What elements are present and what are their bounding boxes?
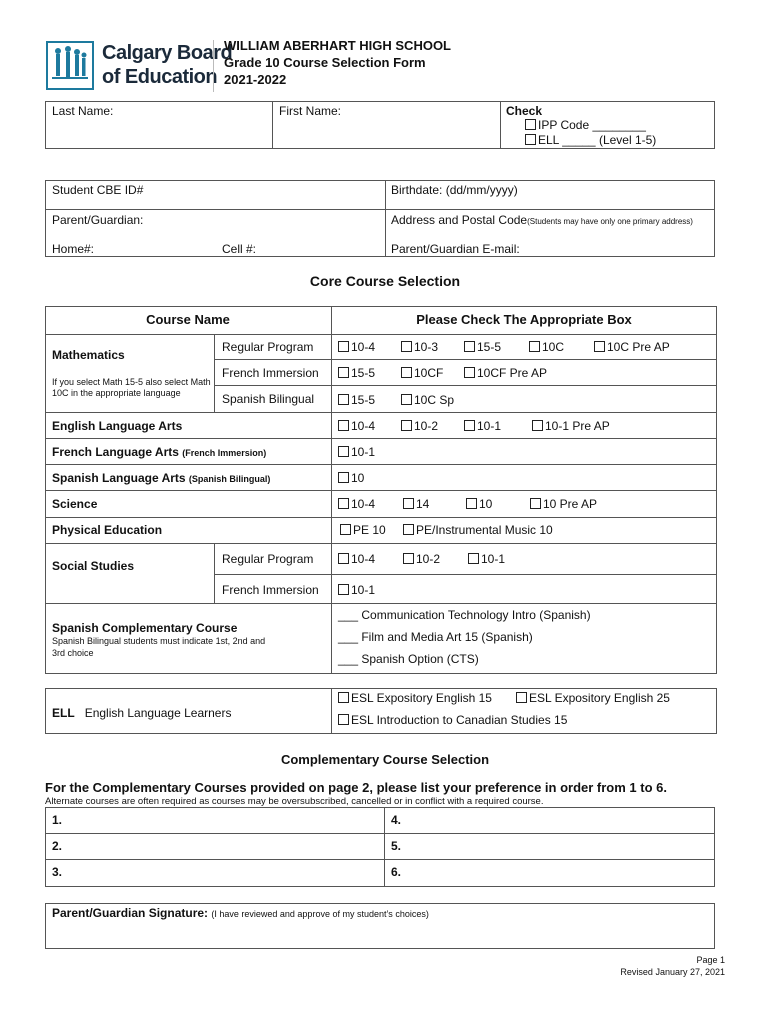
pref-slot-4[interactable]: 4. — [391, 813, 402, 827]
school-name: WILLIAM ABERHART HIGH SCHOOL — [224, 38, 451, 53]
checkbox[interactable] — [401, 367, 412, 378]
spanish-comp-note1: Spanish Bilingual students must indicate 1st, 2nd and — [52, 636, 266, 646]
ela-10-1[interactable] — [464, 419, 501, 433]
col-check-box: Please Check The Appropriate Box — [416, 312, 632, 327]
checkbox[interactable] — [401, 420, 412, 431]
checkbox[interactable] — [338, 714, 349, 725]
option-label: 10 — [479, 497, 493, 511]
option-label: 15-5 — [351, 366, 376, 380]
esl-expository-15[interactable] — [338, 691, 492, 705]
checkbox[interactable] — [338, 553, 349, 564]
parent-field[interactable]: Parent/Guardian: — [52, 213, 144, 227]
divider — [385, 180, 386, 257]
option-label: 10-1 — [351, 445, 376, 459]
option-label: 10-4 — [351, 552, 376, 566]
signature-label: Parent/Guardian Signature: — [52, 906, 209, 920]
esl-expository-25[interactable] — [516, 691, 670, 705]
checkbox[interactable] — [338, 692, 349, 703]
divider — [214, 385, 717, 386]
revised-date: Revised January 27, 2021 — [620, 967, 725, 977]
pref-slot-2[interactable]: 2. — [52, 839, 63, 853]
col-course-name: Course Name — [146, 312, 230, 327]
option-label: 10C Pre AP — [607, 340, 670, 354]
pe-instrumental-music-10[interactable] — [403, 523, 553, 537]
first-name-field[interactable]: First Name: — [279, 104, 342, 118]
divider — [45, 859, 715, 860]
science-10[interactable] — [466, 497, 492, 511]
option-label: 10C Sp — [414, 393, 455, 407]
math-spanish-15-5[interactable] — [338, 393, 375, 407]
checkbox[interactable] — [338, 472, 349, 483]
option-label: PE 10 — [353, 523, 386, 537]
pref-slot-6[interactable]: 6. — [391, 865, 402, 879]
option-label: 10 — [351, 471, 365, 485]
pref-slot-1[interactable]: 1. — [52, 813, 63, 827]
ela-10-1-pre-ap[interactable] — [532, 419, 610, 433]
math-note: If you select Math 15-5 also select Math 10C in the appropriate language — [52, 377, 211, 398]
option-label: 10CF Pre AP — [477, 366, 548, 380]
checkbox[interactable] — [338, 367, 349, 378]
birthdate-field[interactable]: Birthdate: (dd/mm/yyyy) — [391, 183, 518, 197]
math-regular-10c-pre-ap[interactable] — [594, 340, 670, 354]
option-label: 15-5 — [351, 393, 376, 407]
divider — [45, 209, 715, 210]
pref-slot-3[interactable]: 3. — [52, 865, 63, 879]
social-french-label: French Immersion — [222, 583, 319, 597]
sla-sub: (Spanish Bilingual) — [188, 474, 271, 484]
checkbox[interactable] — [338, 498, 349, 509]
divider — [384, 807, 385, 887]
divider — [45, 543, 717, 544]
address-label: Address and Postal Code — [391, 213, 528, 227]
checkbox[interactable] — [338, 341, 349, 352]
option-label: 14 — [416, 497, 430, 511]
checkbox[interactable] — [530, 498, 541, 509]
cell-phone-field[interactable]: Cell #: — [222, 242, 257, 256]
checkbox[interactable] — [516, 692, 527, 703]
math-french-15-5[interactable] — [338, 366, 375, 380]
checkbox[interactable] — [338, 394, 349, 405]
parent-email-field[interactable]: Parent/Guardian E-mail: — [391, 242, 520, 256]
comp-section-title: Complementary Course Selection — [280, 752, 490, 767]
spanish-comp-option-3[interactable]: ___ Spanish Option (CTS) — [338, 652, 479, 666]
school-year: 2021-2022 — [224, 72, 287, 87]
checkbox[interactable] — [594, 341, 605, 352]
option-label: 10-4 — [351, 497, 376, 511]
divider — [500, 101, 501, 149]
option-label: 10 Pre AP — [543, 497, 598, 511]
spanish-comp-label: Spanish Complementary Course — [52, 621, 238, 635]
checkbox[interactable] — [464, 341, 475, 352]
spanish-comp-option-2[interactable]: ___ Film and Media Art 15 (Spanish) — [338, 630, 533, 644]
ipp-label[interactable]: IPP Code ________ — [538, 118, 646, 132]
checkbox[interactable] — [403, 498, 414, 509]
sla-label: Spanish Language Arts — [52, 471, 186, 485]
option-label: 10-1 Pre AP — [545, 419, 610, 433]
math-regular-10c[interactable] — [529, 340, 564, 354]
social-regular-10-2[interactable] — [403, 552, 440, 566]
org-name-line1: Calgary Board — [102, 42, 233, 64]
math-french-10cf-pre-ap[interactable] — [464, 366, 547, 380]
option-label: 10-4 — [351, 419, 376, 433]
checkbox[interactable] — [468, 553, 479, 564]
option-label: 10-1 — [351, 583, 376, 597]
ela-10-2[interactable] — [401, 419, 438, 433]
form-title: Grade 10 Course Selection Form — [224, 55, 426, 70]
last-name-field[interactable]: Last Name: — [52, 104, 114, 118]
option-label: ESL Expository English 25 — [529, 691, 670, 705]
divider — [331, 688, 332, 734]
divider — [45, 438, 717, 439]
comp-instruction: For the Complementary Courses provided on page 2, please list your preference in order from 1 to 6. — [45, 780, 667, 795]
math-spanish-10c-sp[interactable] — [401, 393, 454, 407]
checkbox[interactable] — [401, 341, 412, 352]
divider — [214, 574, 717, 575]
math-regular-10-4[interactable] — [338, 340, 375, 354]
option-label: 15-5 — [477, 340, 502, 354]
address-note: (Students may have only one primary address) — [527, 217, 693, 226]
option-label: 10C — [542, 340, 565, 354]
science-14[interactable] — [403, 497, 429, 511]
ell-desc: English Language Learners — [84, 706, 232, 720]
divider — [45, 412, 717, 413]
divider — [214, 543, 215, 603]
science-label: Science — [52, 497, 98, 511]
fla-label: French Language Arts — [52, 445, 179, 459]
cbe-id-field[interactable]: Student CBE ID# — [52, 183, 144, 197]
comp-note: Alternate courses are often required as courses may be oversubscribed, cancelled or in conflict with a required course. — [45, 796, 544, 807]
science-10-4[interactable] — [338, 497, 375, 511]
option-label: 10-4 — [351, 340, 376, 354]
math-french-10cf[interactable] — [401, 366, 443, 380]
divider — [45, 603, 717, 604]
social-french-10-1[interactable] — [338, 583, 375, 597]
signature-row — [52, 906, 429, 920]
math-spanish-label: Spanish Bilingual — [222, 392, 315, 406]
option-label: ESL Expository English 15 — [351, 691, 492, 705]
divider — [45, 490, 717, 491]
ell-label: ELL — [52, 706, 75, 720]
spanish-comp-note2: 3rd choice — [52, 648, 94, 658]
ela-10-4[interactable] — [338, 419, 375, 433]
address-field[interactable] — [391, 213, 693, 227]
fla-sub: (French Immersion) — [182, 448, 267, 458]
org-name-line2: of Education — [102, 66, 218, 88]
checkbox[interactable] — [403, 553, 414, 564]
ell-row-label — [52, 706, 231, 720]
fla-row-label — [52, 445, 266, 459]
math-regular-10-3[interactable] — [401, 340, 438, 354]
option-label: 10-2 — [416, 552, 441, 566]
checkbox[interactable] — [340, 524, 351, 535]
ipp-checkbox[interactable] — [525, 119, 536, 130]
spanish-comp-option-1[interactable]: ___ Communication Technology Intro (Spanish) — [338, 608, 591, 622]
check-label: Check — [506, 104, 543, 118]
sla-row-label — [52, 471, 270, 485]
social-label: Social Studies — [52, 559, 135, 573]
checkbox[interactable] — [338, 584, 349, 595]
math-label: Mathematics — [52, 348, 125, 362]
option-label: ESL Introduction to Canadian Studies 15 — [351, 713, 568, 727]
social-regular-10-1[interactable] — [468, 552, 505, 566]
ell-level-option — [525, 133, 656, 147]
header-divider — [213, 40, 214, 92]
option-label: 10-2 — [414, 419, 439, 433]
pe-10[interactable] — [340, 523, 386, 537]
science-10-pre-ap[interactable] — [530, 497, 597, 511]
divider — [45, 464, 717, 465]
ell-level-label[interactable]: ELL _____ (Level 1-5) — [538, 133, 657, 147]
checkbox[interactable] — [338, 420, 349, 431]
option-label: 10-1 — [477, 419, 502, 433]
checkbox[interactable] — [466, 498, 477, 509]
ela-label: English Language Arts — [52, 419, 183, 433]
math-regular-15-5[interactable] — [464, 340, 501, 354]
math-regular-label: Regular Program — [222, 340, 314, 354]
home-phone-field[interactable]: Home#: — [52, 242, 95, 256]
social-regular-label: Regular Program — [222, 552, 314, 566]
divider — [45, 517, 717, 518]
cbe-logo-icon — [46, 41, 94, 90]
pref-slot-5[interactable]: 5. — [391, 839, 402, 853]
divider — [214, 334, 215, 412]
pe-label: Physical Education — [52, 523, 163, 537]
checkbox[interactable] — [338, 446, 349, 457]
divider — [272, 101, 273, 149]
option-label: 10-3 — [414, 340, 439, 354]
math-french-label: French Immersion — [222, 366, 319, 380]
option-label: 10CF — [414, 366, 444, 380]
divider — [45, 334, 717, 335]
social-regular-10-4[interactable] — [338, 552, 375, 566]
page-number: Page 1 — [696, 955, 725, 965]
esl-canadian-studies-15[interactable] — [338, 713, 567, 727]
sla-10[interactable] — [338, 471, 364, 485]
checkbox[interactable] — [464, 367, 475, 378]
ipp-option — [525, 118, 646, 132]
signature-note: (I have reviewed and approve of my student’s choices) — [211, 909, 429, 919]
divider — [45, 833, 715, 834]
checkbox[interactable] — [532, 420, 543, 431]
comp-preference-table — [45, 807, 715, 887]
checkbox[interactable] — [401, 394, 412, 405]
ell-checkbox[interactable] — [525, 134, 536, 145]
option-label: 10-1 — [481, 552, 506, 566]
core-section-title: Core Course Selection — [309, 273, 461, 289]
checkbox[interactable] — [464, 420, 475, 431]
fla-10-1[interactable] — [338, 445, 375, 459]
divider — [214, 359, 717, 360]
option-label: PE/Instrumental Music 10 — [416, 523, 553, 537]
checkbox[interactable] — [403, 524, 414, 535]
checkbox[interactable] — [529, 341, 540, 352]
